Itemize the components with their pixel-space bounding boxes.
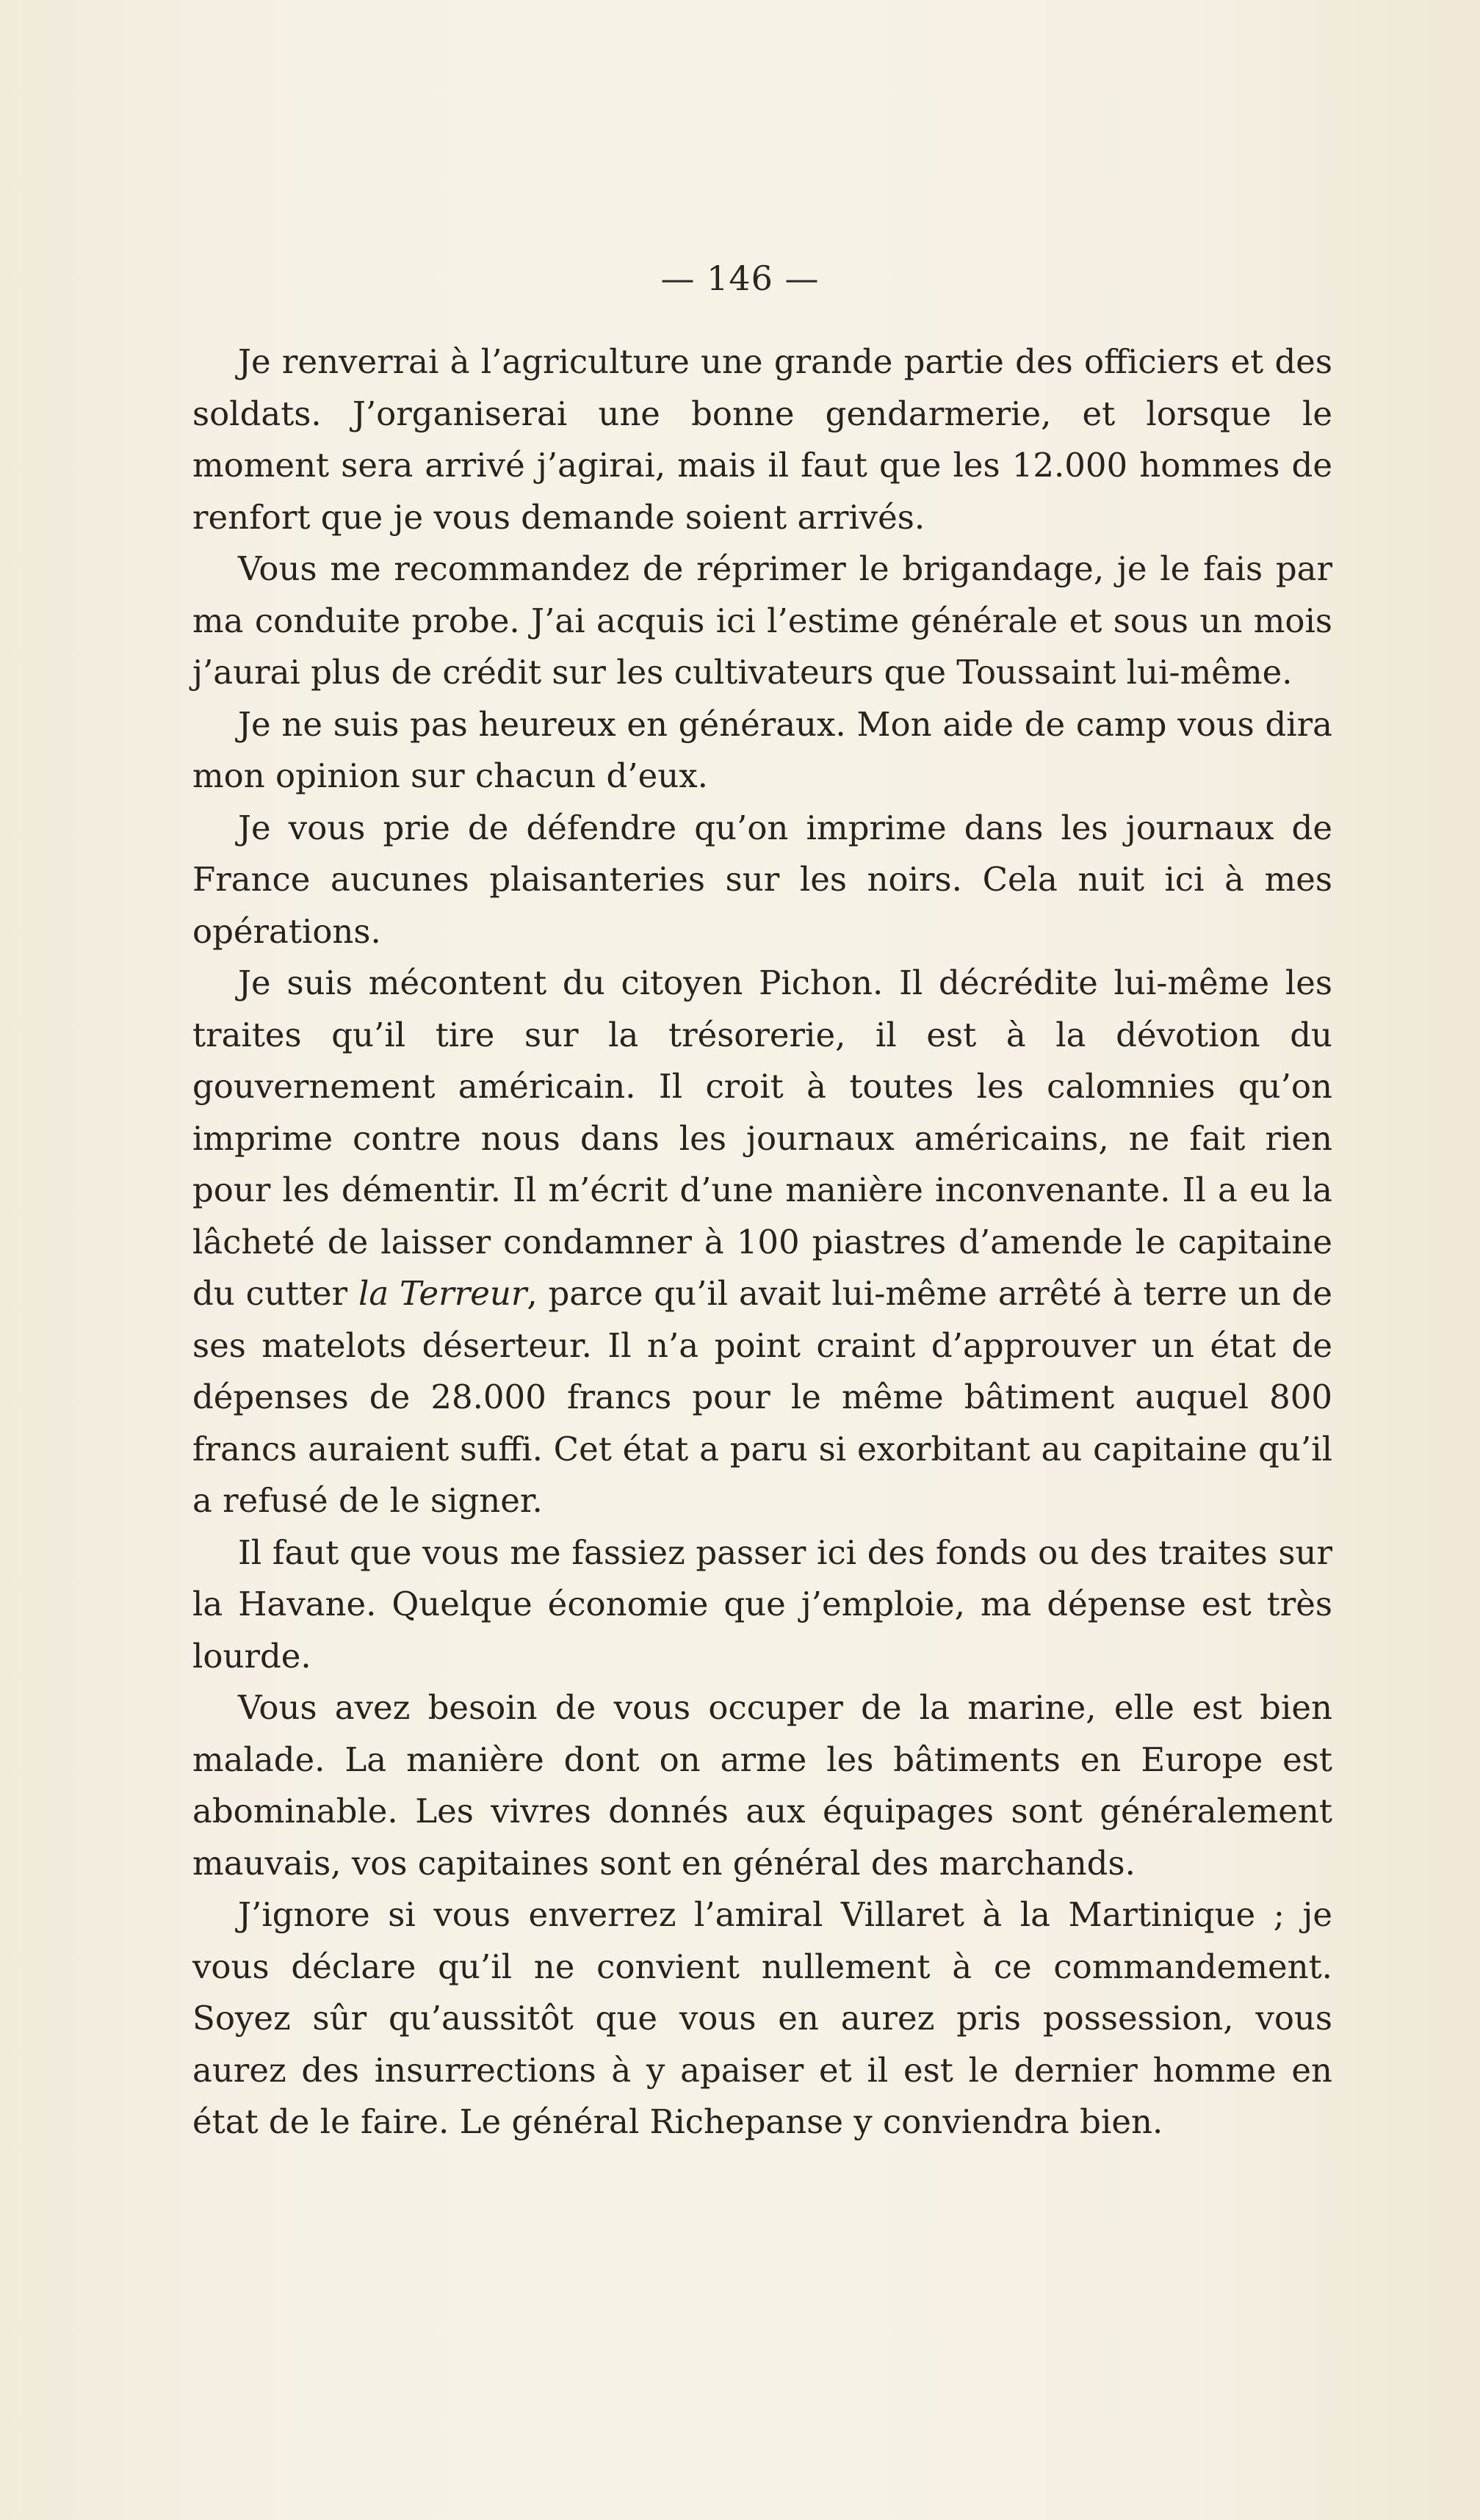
paragraph-journaux: Je vous prie de défendre qu’on imprime dans les journaux de France aucunes plaisanteries sur les noirs. Cela nuit ici à mes opérations. bbox=[192, 808, 1332, 951]
paragraph-brigandage: Vous me recommandez de réprimer le brigandage, je le fais par ma conduite probe. J’ai acquis ici l’estime générale et sous un mois j’aurai plus de crédit sur les cultivateurs que Toussaint lui-même. bbox=[192, 549, 1332, 692]
paragraph-pichon bbox=[192, 957, 1332, 1527]
pichon-text-end: , parce qu’il avait lui-même arrêté à terre un de ses matelots déserteur. Il n’a point craint d’approuver un état de dépenses de 28.000 francs pour le même bâtiment auquel 800 francs auraient suffi. Cet état a paru si exorbitant au capitaine qu’il a refusé de le signer. bbox=[192, 1274, 1333, 1520]
paragraph-fonds: Il faut que vous me fassiez passer ici des fonds ou des traites sur la Havane. Quelque économie que j’emploie, ma dépense est très lourde. bbox=[192, 1532, 1332, 1676]
ship-name: la Terreur bbox=[358, 1274, 527, 1313]
page-number: — 146 — bbox=[660, 258, 820, 298]
paragraph-villaret: J’ignore si vous enverrez l’amiral Villaret à la Martinique ; je vous déclare qu’il ne convient nullement à ce commandement. Soyez sûr qu’aussitôt que vous en aurez pris possession, vous aurez des insurrections à y apaiser et il est le dernier homme en état de le faire. Le général Richepanse y conviendra bien. bbox=[192, 1895, 1332, 2141]
pichon-text-start: Je suis mécontent du citoyen Pichon. Il décrédite lui-même les traites qu’il tire sur la trésorerie, il est à la dévotion du gouvernement américain. Il croit à toutes les calomnies qu’on imprime contre nous dans les journaux américains, ne fait rien pour les démentir. Il m’écrit d’une manière inconvenante. Il a eu la lâcheté de laisser condamner à 100 piastres d’amende le capitaine du cutter bbox=[192, 963, 1332, 1313]
paragraph-marine: Vous avez besoin de vous occuper de la marine, elle est bien malade. La manière dont on arme les bâtiments en Europe est abominable. Les vivres donnés aux équipages sont généralement mauvais, vos capitaines sont en général des marchands. bbox=[192, 1688, 1332, 1883]
paragraph-agriculture: Je renverrai à l’agriculture une grande partie des officiers et des soldats. J’organiserai une bonne gendarmerie, et lorsque le moment sera arrivé j’agirai, mais il faut que les 12.000 hommes de renfort que je vous demande soient arrivés. bbox=[192, 342, 1332, 537]
body-text bbox=[192, 336, 1332, 2148]
paragraph-generaux: Je ne suis pas heureux en généraux. Mon aide de camp vous dira mon opinion sur chacun d’eux. bbox=[192, 704, 1332, 795]
